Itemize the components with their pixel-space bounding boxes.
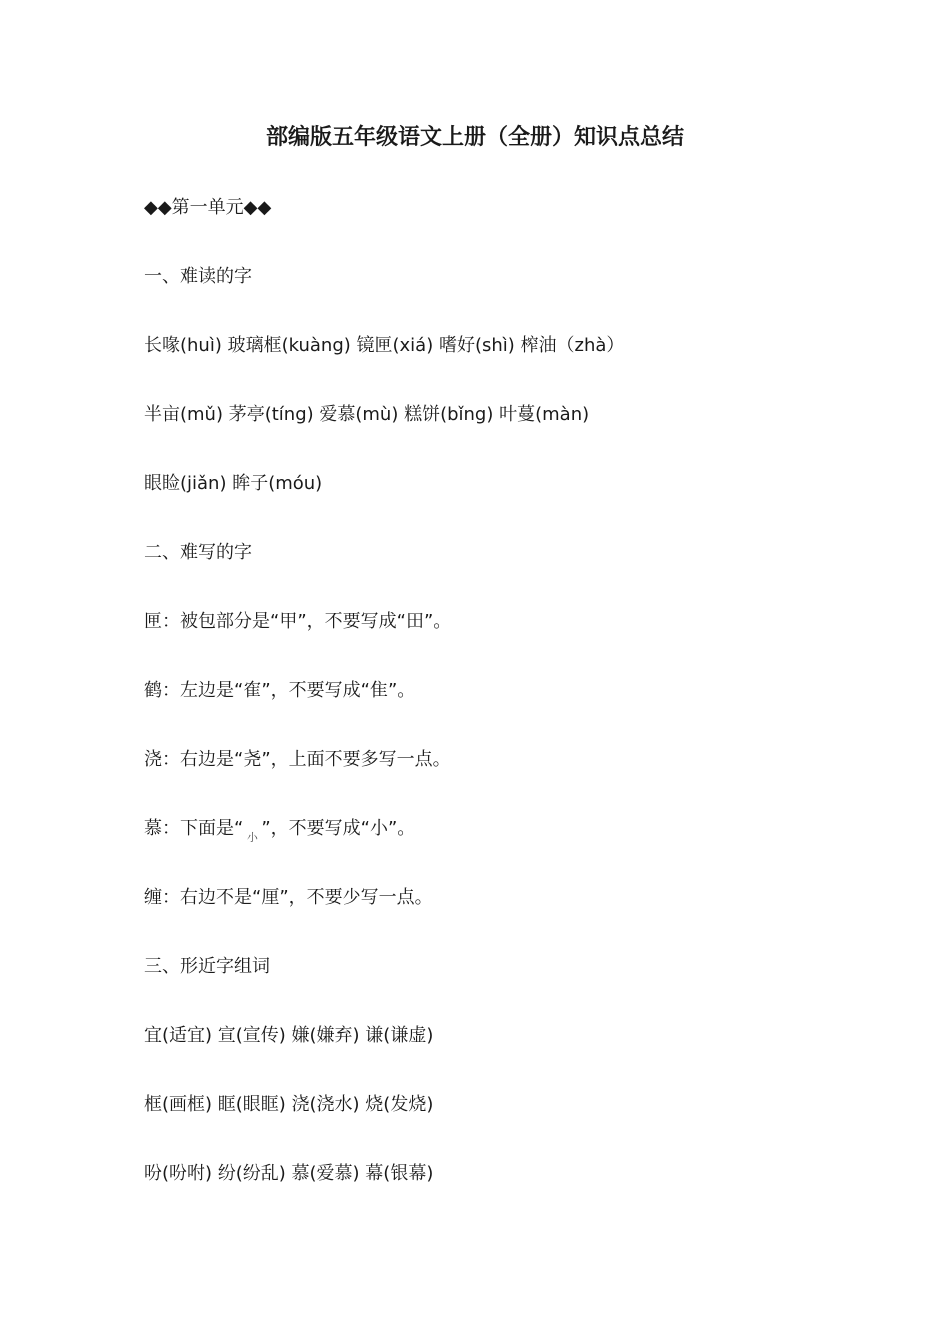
word-group-line: 吩(吩咐) 纷(纷乱) 慕(爱慕) 幕(银幕) xyxy=(144,1163,434,1184)
writing-note: 浇：右边是“尧”，上面不要多写一点。 xyxy=(144,749,451,770)
unit-heading: ◆◆第一单元◆◆ xyxy=(144,197,272,218)
section-heading-hard-to-read: 一、难读的字 xyxy=(144,266,252,287)
writing-note-text: 慕：下面是“ xyxy=(144,818,244,839)
page-title: 部编版五年级语文上册（全册）知识点总结 xyxy=(265,125,684,150)
writing-note: 缠：右边不是“厘”，不要少写一点。 xyxy=(144,887,433,908)
writing-note xyxy=(144,815,415,845)
radical-glyph: 小 xyxy=(246,831,258,844)
word-group-line: 宜(适宜) 宣(宣传) 嫌(嫌弃) 谦(谦虚) xyxy=(144,1025,434,1046)
writing-note: 匣：被包部分是“甲”，不要写成“田”。 xyxy=(144,611,452,632)
writing-note-text: ”，不要写成“小”。 xyxy=(261,818,416,839)
pinyin-line: 长喙(huì) 玻璃框(kuàng) 镜匣(xiá) 嗜好(shì) 榨油（zhà） xyxy=(144,335,625,356)
writing-note: 鹤：左边是“隺”，不要写成“隹”。 xyxy=(144,680,416,701)
pinyin-line: 半亩(mǔ) 茅亭(tíng) 爱慕(mù) 糕饼(bǐng) 叶蔓(màn) xyxy=(144,404,590,425)
section-heading-similar-chars: 三、形近字组词 xyxy=(144,956,270,977)
section-heading-hard-to-write: 二、难写的字 xyxy=(144,542,252,563)
pinyin-line: 眼睑(jiǎn) 眸子(móu) xyxy=(144,473,323,494)
word-group-line: 框(画框) 眶(眼眶) 浇(浇水) 烧(发烧) xyxy=(144,1094,434,1115)
